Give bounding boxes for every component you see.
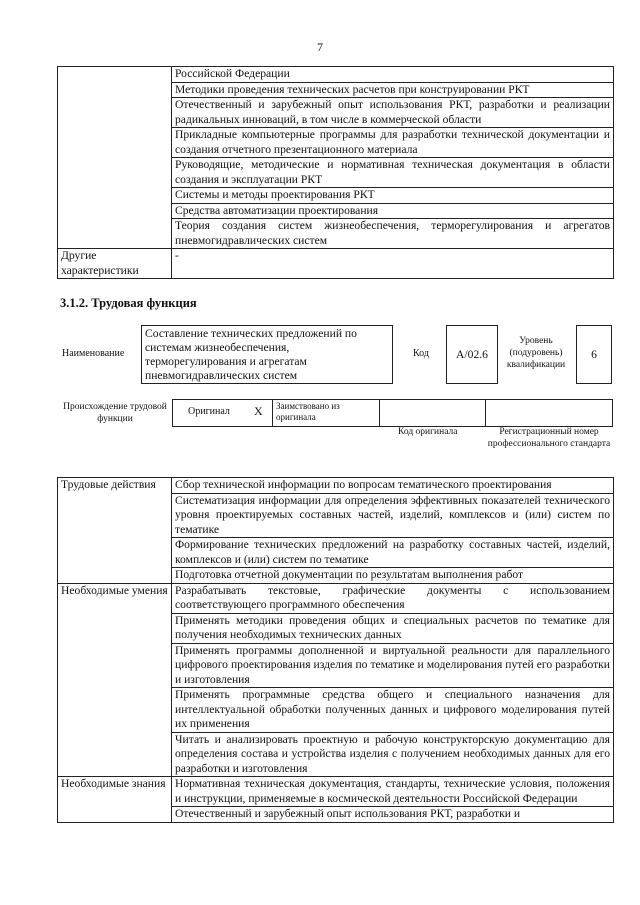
- origin-divider: [272, 399, 273, 426]
- code-original-caption: Код оригинала: [398, 427, 458, 437]
- table-cell: Руководящие, методические и нормативная техническая документация в области создания и эксплуатации РКТ: [172, 158, 614, 188]
- table-cell: Подготовка отчетной документации по результатам выполнения работ: [172, 568, 614, 584]
- origin-original-label: Оригинал: [188, 406, 230, 417]
- table-label-cell-empty: [58, 67, 172, 249]
- registration-number-caption: Регистрационный номер профессионального стандарта: [487, 427, 611, 449]
- table-cell: Применять методики проведения общих и специальных расчетов по тематике для получения необходимых технических данных: [172, 613, 614, 643]
- table-cell: Российской Федерации: [172, 67, 614, 83]
- table-cell: Отечественный и зарубежный опыт использования РКТ, разработки и: [172, 807, 614, 823]
- table-row: [58, 583, 614, 613]
- section-heading: 3.1.2. Трудовая функция: [60, 296, 197, 310]
- required-skills-label: Необходимые умения: [58, 583, 172, 777]
- labor-function-table: [57, 477, 614, 823]
- origin-label: Происхождение трудовой функции: [63, 402, 167, 424]
- knowledge-table-continued: [57, 66, 614, 279]
- other-characteristics-value: -: [172, 249, 614, 279]
- code-label: Код: [413, 348, 429, 359]
- code-value: А/02.6: [446, 325, 498, 384]
- table-row: [58, 777, 614, 807]
- qualification-level-value: 6: [576, 325, 612, 384]
- table-cell: Применять программы дополненной и виртуальной реальности для параллельного цифрового проектирования изделия по тематике и моделирования путей его разработки и изготовления: [172, 643, 614, 688]
- origin-row: [172, 399, 613, 427]
- table-row: [58, 67, 614, 83]
- table-row: [58, 249, 614, 279]
- qualification-level-label: Уровень (подуровень) квалификации: [506, 336, 566, 370]
- function-name-box: [141, 325, 393, 384]
- table-cell: Формирование технических предложений на разработку составных частей, изделий, комплексов и (или) систем по тематике: [172, 538, 614, 568]
- table-cell: Теория создания систем жизнеобеспечения, терморегулирования и агрегатов пневмогидравлических систем: [172, 219, 614, 249]
- table-cell: Методики проведения технических расчетов при конструировании РКТ: [172, 82, 614, 98]
- origin-original-mark: X: [254, 404, 263, 418]
- table-cell: Нормативная техническая документация, стандарты, технические условия, положения и инструкции, применяемые в космической деятельности Российской Федерации: [172, 777, 614, 807]
- labor-actions-label: Трудовые действия: [58, 478, 172, 584]
- table-cell: Применять программные средства общего и специального назначения для интеллектуальной обработки полученных данных и цифрового моделирования путей их применения: [172, 688, 614, 733]
- required-knowledge-label: Необходимые знания: [58, 777, 172, 823]
- table-cell: Системы и методы проектирования РКТ: [172, 188, 614, 204]
- origin-borrowed-label: Заимствовано из оригинала: [276, 401, 340, 422]
- page-number: 7: [317, 40, 323, 54]
- origin-divider: [379, 399, 380, 426]
- other-characteristics-label: Другие характеристики: [58, 249, 172, 279]
- origin-divider: [485, 399, 486, 426]
- name-label: Наименование: [62, 348, 125, 359]
- table-cell: Отечественный и зарубежный опыт использования РКТ, разработки и реализации радикальных инноваций, в том числе в коммерческой области: [172, 98, 614, 128]
- function-name-value: Составление технических предложений по системам жизнеобеспечения, терморегулирования и агрегатам пневмогидравлических систем: [145, 327, 357, 382]
- table-row: [58, 478, 614, 494]
- table-cell: Прикладные компьютерные программы для разработки технической документации и создания отчетного презентационного материала: [172, 128, 614, 158]
- table-cell: Разрабатывать текстовые, графические документы с использованием соответствующего программного обеспечения: [172, 583, 614, 613]
- table-cell: Средства автоматизации проектирования: [172, 203, 614, 219]
- table-cell: Читать и анализировать проектную и рабочую конструкторскую документацию для определения состава и устройства изделия с получением необходимых данных для его разработки и изготовления: [172, 732, 614, 777]
- table-cell: Сбор технической информации по вопросам тематического проектирования: [172, 478, 614, 494]
- table-cell: Систематизация информации для определения эффективных показателей технического уровня проектируемых составных частей, изделий, комплексов и (или) систем по тематике: [172, 493, 614, 538]
